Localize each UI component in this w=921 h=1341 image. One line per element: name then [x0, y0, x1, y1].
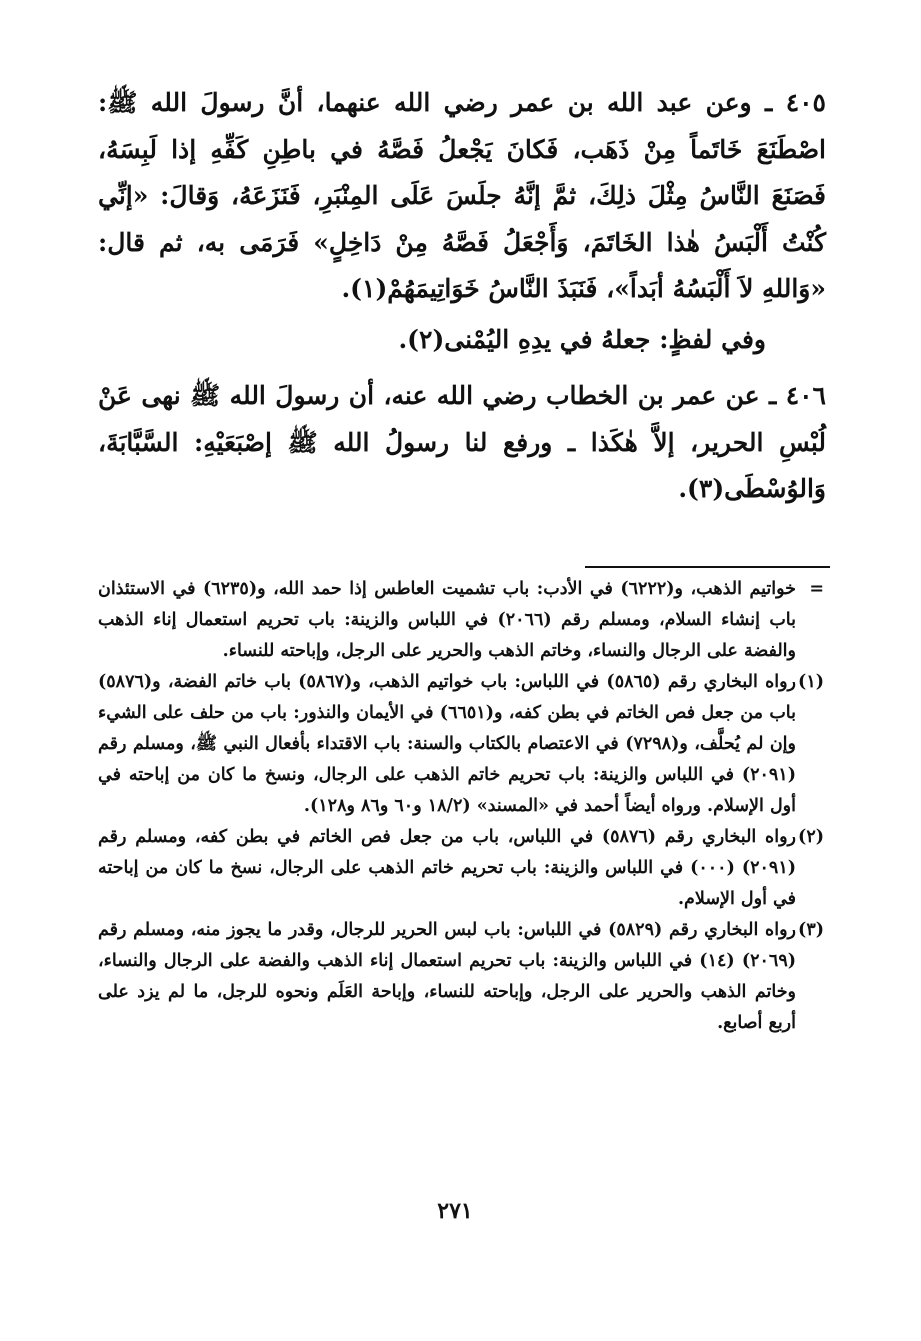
footnote-2 [98, 822, 824, 915]
hadith-405: ٤٠٥ ـ وعن عبد الله بن عمر رضي الله عنهما، أنَّ رسولَ الله ﷺ: اصْطَنَعَ خَاتَماً مِنْ ذَهَب، فَكانَ يَجْعلُ فَصَّهُ في باطِنِ كَفِّهِ إذا لَبِسَهُ، فَصَنَعَ النَّاسُ مِثْلَ ذلِكَ، ثمَّ إنَّهُ جلَسَ عَلَى المِنْبَرِ، فَنَزَعَهُ، وَقالَ: «إنِّي كُنْتُ أَلْبَسُ هٰذا الخَاتَمَ، وَأَجْعَلُ فَصَّهُ مِنْ دَاخِلٍ» فَرَمَى به، ثم قال: «وَاللهِ لاَ أَلْبَسُهُ أبَداً»، فَنَبَذَ النَّاسُ خَوَاتِيمَهُمْ(١). [98, 88, 826, 303]
footnote-text: رواه البخاري رقم (٥٨٢٩) في اللباس: باب لبس الحرير للرجال، وقدر ما يجوز منه، ومسلم رقم (٢٠٦٩) (١٤) في اللباس والزينة: باب تحريم استعمال إناء الذهب والفضة على الرجال والنساء، وخاتم الذهب والحرير على الرجل، وإباحته للنساء، وإباحة العَلَم ونحوه للرجل، ما لم يزد على أربع أصابع. [98, 920, 797, 1033]
footnote-3 [98, 915, 824, 1039]
footnote-marker: (٢) [798, 827, 824, 847]
footnote-text: رواه البخاري رقم (٥٨٧٦) في اللباس، باب من جعل فص الخاتم في بطن كفه، ومسلم رقم (٢٠٩١) (٠٠٠) في اللباس والزينة: باب تحريم خاتم الذهب على الرجال، نسخ ما كان من إباحته في أول الإسلام. [98, 827, 797, 909]
footnotes [98, 574, 824, 1039]
main-text [98, 80, 826, 517]
footnote-continuation [98, 574, 824, 667]
hadith-405-variant: وفي لفظٍ: جعلهُ في يدِهِ اليُمْنى(٢). [398, 324, 766, 354]
footnote-marker: (١) [798, 672, 824, 692]
footnote-marker: (٣) [798, 920, 824, 940]
footnote-text: خواتيم الذهب، و(٦٢٢٢) في الأدب: باب تشميت العاطس إذا حمد الله، و(٦٢٣٥) في الاستئذان باب إنشاء السلام، ومسلم رقم (٢٠٦٦) في اللباس والزينة: باب تحريم استعمال إناء الذهب والفضة على الرجال والنساء، وخاتم الذهب والحرير على الرجل، وإباحته للنساء. [98, 579, 796, 661]
footnote-divider [585, 566, 830, 568]
hadith-406: ٤٠٦ ـ عن عمر بن الخطاب رضي الله عنه، أن رسولَ الله ﷺ نهى عَنْ لُبْسِ الحرير، إلاَّ هٰكَذا ـ ورفع لنا رسولُ الله ﷺ إصْبَعَيْهِ: السَّبَّابَةَ، وَالوُسْطَى(٣). [98, 381, 826, 503]
footnote-marker: = [809, 579, 824, 599]
page-number: ٢٧١ [437, 1198, 473, 1224]
footnote-text: رواه البخاري رقم (٥٨٦٥) في اللباس: باب خواتيم الذهب، و(٥٨٦٧) باب خاتم الفضة، و(٥٨٧٦) باب من جعل فص الخاتم في بطن كفه، و(٦٦٥١) في الأيمان والنذور: باب من حلف على الشيء وإن لم يُحلَّف، و(٧٢٩٨) في الاعتصام بالكتاب والسنة: باب الاقتداء بأفعال النبي ﷺ، ومسلم رقم (٢٠٩١) في اللباس والزينة: باب تحريم خاتم الذهب على الرجال، ونسخ ما كان من إباحته في أول الإسلام. ورواه أيضاً أحمد في «المسند» (١٨/٢ و٦٠ و٨٦ و١٢٨). [98, 672, 797, 816]
footnote-1 [98, 667, 824, 822]
